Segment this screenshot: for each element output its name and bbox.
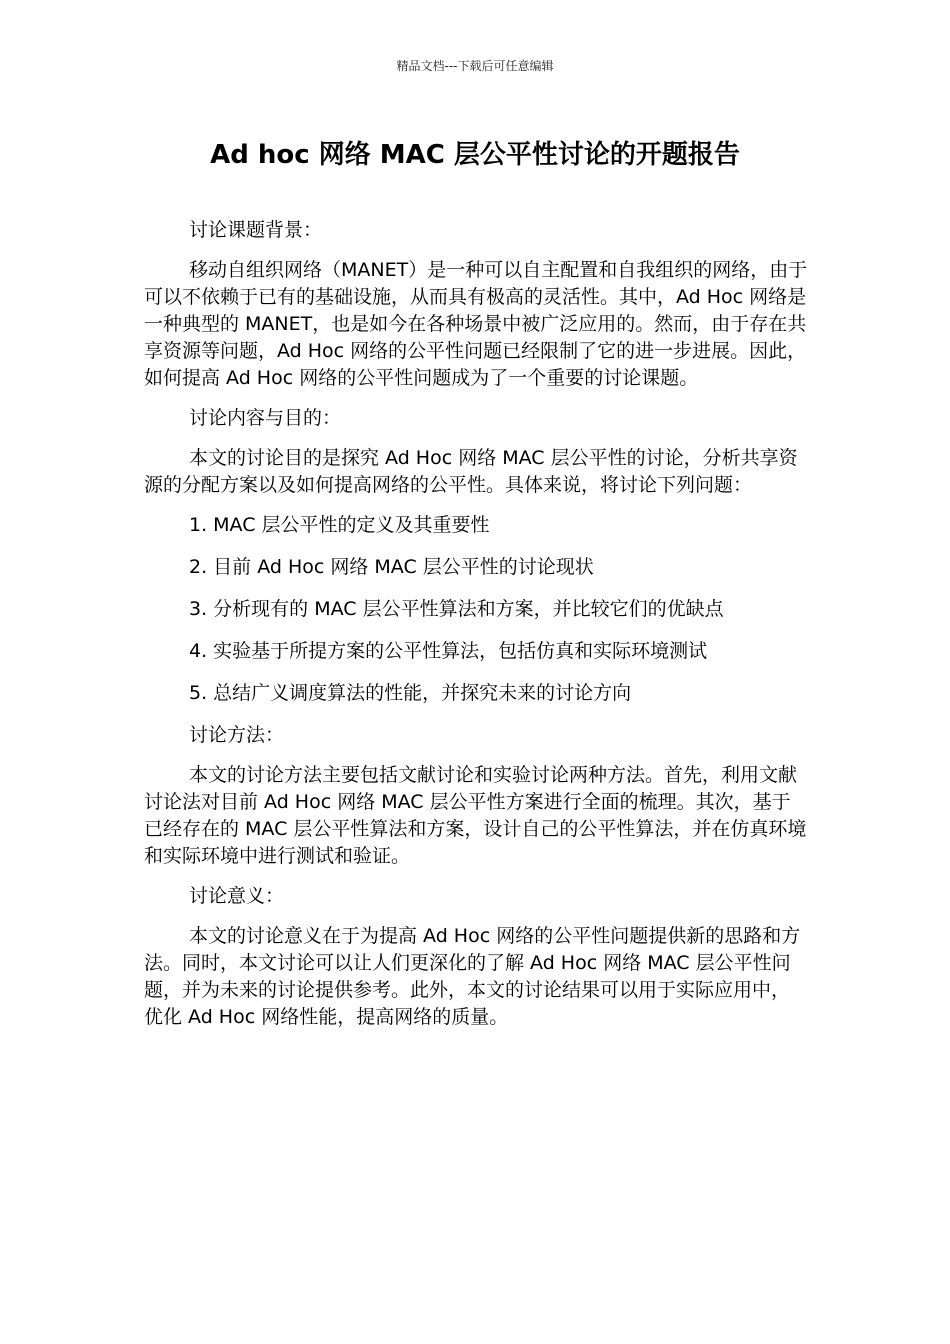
list-item: 2. 目前 Ad Hoc 网络 MAC 层公平性的讨论现状 — [189, 556, 594, 578]
significance-paragraph: 本文的讨论意义在于为提高 Ad Hoc 网络的公平性问题提供新的思路和方法。同时，本文讨论可以让人们更深化的了解 Ad Hoc 网络 MAC 层公平性问题，并为未来的讨论提供参考。此外，本文的讨论结果可以用于实际应用中，优化 Ad Hoc 网络性能，提高网络的质量。 — [144, 925, 801, 1028]
list-item: 3. 分析现有的 MAC 层公平性算法和方案，并比较它们的优缺点 — [189, 598, 724, 620]
list-item: 4. 实验基于所提方案的公平性算法，包括仿真和实际环境测试 — [189, 640, 708, 662]
content-paragraph: 本文的讨论目的是探究 Ad Hoc 网络 MAC 层公平性的讨论，分析共享资源的分配方案以及如何提高网络的公平性。具体来说，将讨论下列问题： — [144, 447, 798, 496]
method-paragraph: 本文的讨论方法主要包括文献讨论和实验讨论两种方法。首先，利用文献讨论法对目前 Ad Hoc 网络 MAC 层公平性方案进行全面的梳理。其次，基于已经存在的 MAC 层公平性算法和方案，设计自己的公平性算法，并在仿真环境和实际环境中进行测试和验证。 — [144, 764, 807, 867]
background-paragraph: 移动自组织网络（MANET）是一种可以自主配置和自我组织的网络，由于可以不依赖于已有的基础设施，从而具有极高的灵活性。其中，Ad Hoc 网络是一种典型的 MANET，也是如今在各种场景中被广泛应用的。然而，由于存在共享资源等问题，Ad Hoc 网络的公平性问题已经限制了它的进一步进展。因此，如何提高 Ad Hoc 网络的公平性问题成为了一个重要的讨论课题。 — [144, 259, 808, 389]
document-body — [144, 217, 808, 1044]
background-heading: 讨论课题背景： — [189, 219, 323, 241]
research-question-list — [144, 512, 808, 707]
content-heading: 讨论内容与目的： — [189, 407, 342, 429]
significance-heading: 讨论意义： — [189, 885, 285, 907]
header-note: 精品文档---下载后可任意编辑 — [396, 59, 554, 73]
list-item: 5. 总结广义调度算法的性能，并探究未来的讨论方向 — [189, 682, 632, 704]
list-item: 1. MAC 层公平性的定义及其重要性 — [189, 514, 490, 536]
document-title: Ad hoc 网络 MAC 层公平性讨论的开题报告 — [210, 140, 740, 170]
method-heading: 讨论方法： — [189, 724, 285, 746]
